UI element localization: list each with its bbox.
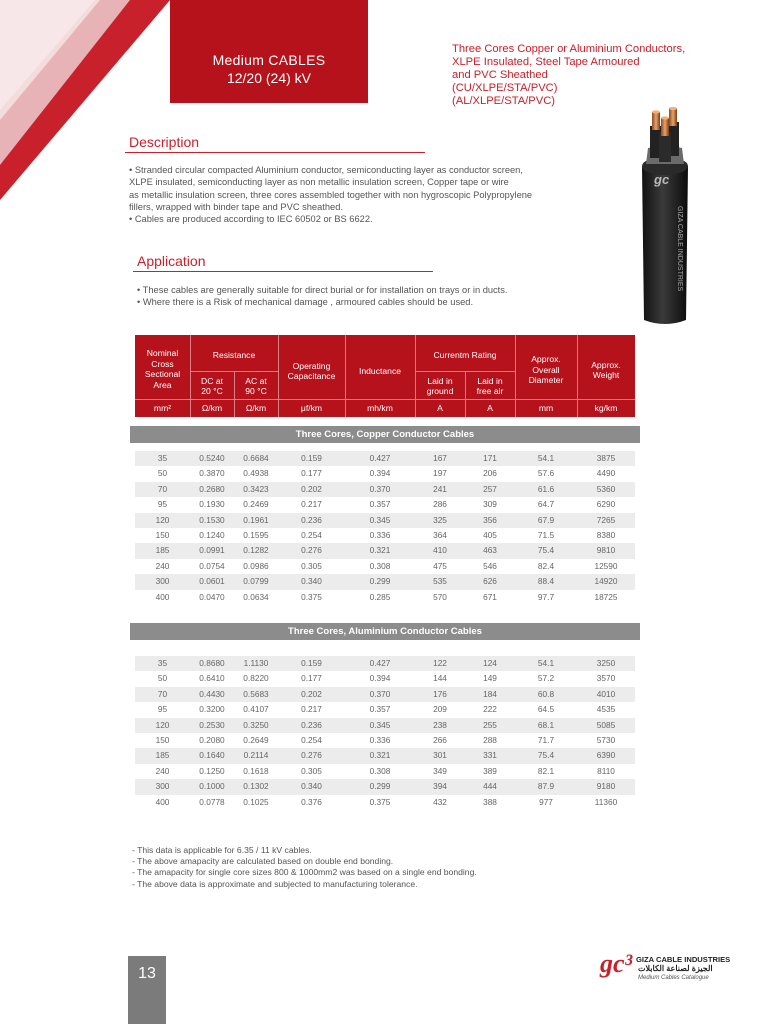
table-cell: 463: [483, 545, 497, 556]
table-row: [135, 702, 635, 717]
table-row: [135, 559, 635, 574]
subtitle-line: (CU/XLPE/STA/PVC): [452, 82, 558, 94]
logo-mark: gc³: [600, 949, 633, 978]
table-cell: 0.217: [301, 704, 322, 715]
table-row: [135, 466, 635, 481]
header-diameter: [515, 341, 577, 399]
table-cell: 257: [483, 483, 497, 494]
table-cell: 400: [155, 796, 170, 807]
header-text: Cross: [151, 358, 174, 369]
table-cell: 0.276: [301, 750, 322, 761]
table-cell: 3875: [596, 453, 616, 463]
table-header: [135, 335, 635, 417]
table-cell: 67.9: [537, 514, 555, 525]
table-row: [135, 513, 635, 528]
application-line: • Where there is a Risk of mechanical damage , armoured cables should be used.: [137, 297, 474, 308]
table-cell: 0.0601: [199, 576, 225, 587]
header-capacitance: [278, 345, 345, 397]
unit-cell: mh/km: [367, 403, 393, 414]
table-cell: 0.394: [369, 673, 391, 684]
table-cell: 405: [483, 529, 497, 540]
table-cell: 0.0634: [243, 591, 269, 602]
table-cell: 0.299: [369, 781, 391, 792]
table-cell: 176: [433, 688, 447, 699]
table-cell: 0.1282: [243, 545, 269, 556]
table-cell: 0.1025: [243, 796, 269, 807]
table-row: [135, 482, 635, 497]
header-text: 90 °C: [245, 386, 267, 396]
table-cell: 0.305: [301, 765, 322, 776]
table-cell: 3250: [596, 658, 616, 668]
table-cell: 0.202: [301, 483, 322, 494]
table-cell: 54.1: [537, 453, 555, 463]
table-cell: 185: [155, 750, 170, 761]
table-cell: 0.6684: [243, 453, 269, 463]
table-cell: 0.0991: [199, 545, 225, 556]
table-row: [135, 687, 635, 702]
aluminium-section-title: Three Cores, Aluminium Conductor Cables: [130, 623, 640, 640]
table-cell: 0.285: [369, 591, 391, 602]
table-cell: 50: [157, 468, 168, 479]
document-title: [170, 0, 368, 103]
table-cell: 0.1618: [243, 765, 269, 776]
table-cell: 197: [433, 468, 447, 479]
unit-cell: μf/km: [300, 403, 323, 414]
title-line-2: 12/20 (24) kV: [226, 70, 312, 86]
table-row: [135, 795, 635, 810]
description-line: • Cables are produced according to IEC 60502 or BS 6622.: [129, 214, 373, 225]
table-cell: 0.236: [301, 514, 322, 525]
table-cell: 288: [483, 734, 497, 745]
table-cell: 64.7: [537, 499, 555, 510]
table-row: [135, 748, 635, 763]
cable-logo-mark: gc: [654, 172, 670, 187]
page-number-tab: [128, 956, 166, 1024]
logo-brand: GIZA CABLE INDUSTRIES: [636, 955, 731, 964]
header-laid-ground: [415, 373, 465, 399]
table-cell: 0.0754: [199, 560, 225, 571]
table-cell: 61.6: [537, 483, 555, 494]
table-cell: 9180: [596, 781, 616, 792]
table-cell: 0.308: [369, 765, 391, 776]
unit-cell: A: [487, 403, 493, 414]
table-cell: 0.427: [369, 658, 391, 668]
description-text: [129, 164, 532, 225]
header-laid-air: [465, 373, 515, 399]
table-cell: 11360: [594, 796, 618, 807]
table-cell: 7265: [596, 514, 616, 525]
table-cell: 301: [433, 750, 447, 761]
table-cell: 0.340: [301, 576, 322, 587]
aluminium-table-body: [135, 656, 635, 810]
table-cell: 0.357: [369, 499, 391, 510]
table-cell: 0.2080: [199, 734, 225, 745]
table-cell: 35: [157, 453, 168, 463]
application-line: • These cables are generally suitable for direct burial or for installation on trays or in ducts.: [137, 285, 508, 295]
table-cell: 300: [155, 781, 170, 792]
cable-illustration: [620, 106, 710, 328]
header-text: Weight: [592, 370, 620, 380]
table-cell: 57.2: [537, 673, 555, 684]
table-cell: 0.308: [369, 560, 391, 571]
header-text: Approx.: [531, 354, 561, 365]
cable-type-subtitle: [452, 43, 752, 108]
unit-cell: Ω/km: [201, 403, 223, 414]
table-cell: 0.236: [301, 719, 322, 730]
table-cell: 0.370: [369, 688, 391, 699]
table-cell: 14920: [594, 576, 618, 587]
unit-cell: kg/km: [594, 403, 618, 414]
cable-print-text: GIZA CABLE INDUSTRIES: [676, 206, 683, 292]
unit-cell: Ω/km: [245, 403, 267, 414]
table-cell: 0.345: [369, 719, 391, 730]
table-cell: 6390: [596, 750, 616, 761]
table-cell: 0.8680: [199, 658, 225, 668]
table-cell: 0.0470: [199, 591, 225, 602]
table-cell: 309: [483, 499, 497, 510]
header-text: Diameter: [528, 375, 564, 386]
table-cell: 388: [483, 796, 497, 807]
table-row: [135, 528, 635, 543]
table-cell: 0.376: [301, 796, 322, 807]
table-cell: 255: [483, 719, 497, 730]
table-cell: 4535: [596, 704, 616, 715]
table-cell: 167: [433, 453, 447, 463]
table-cell: 266: [433, 734, 447, 745]
table-row: [135, 671, 635, 686]
table-cell: 444: [483, 781, 497, 792]
table-cell: 0.177: [301, 673, 322, 684]
table-row: [135, 590, 635, 605]
subtitle-line: XLPE Insulated, Steel Tape Armoured: [452, 56, 640, 68]
table-cell: 5730: [596, 734, 616, 745]
header-text: Nominal: [146, 348, 179, 358]
header-nominal-area: [135, 341, 190, 397]
table-cell: 0.254: [301, 529, 322, 540]
header-text: free air: [476, 386, 504, 396]
description-divider: [125, 152, 425, 153]
table-cell: 0.1640: [199, 750, 225, 761]
table-cell: 0.5683: [243, 688, 269, 699]
table-cell: 389: [483, 765, 497, 776]
description-line: fillers, wrapped with binder tape and PVC sheathed.: [129, 201, 343, 212]
table-cell: 0.394: [369, 468, 391, 479]
table-cell: 0.1930: [199, 499, 225, 510]
table-cell: 0.1302: [243, 781, 269, 792]
table-cell: 0.217: [301, 499, 322, 510]
table-cell: 0.1250: [199, 765, 225, 776]
header-text: Approx.: [591, 359, 621, 370]
table-cell: 0.2649: [243, 734, 269, 745]
header-text: Sectional: [144, 369, 181, 379]
table-cell: 124: [483, 658, 497, 668]
table-cell: 0.336: [369, 734, 391, 745]
unit-cell: A: [437, 403, 443, 414]
table-cell: 82.1: [537, 765, 555, 776]
table-cell: 6290: [596, 499, 616, 510]
header-dc: [190, 373, 234, 399]
header-text: Capacitance: [287, 371, 336, 381]
table-cell: 400: [155, 591, 170, 602]
table-cell: 150: [155, 734, 170, 745]
table-cell: 0.370: [369, 483, 391, 494]
table-cell: 12590: [594, 560, 618, 571]
table-cell: 0.3423: [243, 483, 269, 494]
table-cell: 95: [157, 499, 168, 510]
table-cell: 0.357: [369, 704, 391, 715]
table-cell: 0.2680: [199, 483, 225, 494]
header-text: ground: [426, 386, 454, 396]
copper-table-body: [135, 451, 635, 605]
table-cell: 0.4938: [243, 468, 269, 479]
table-cell: 71.5: [537, 529, 555, 540]
table-cell: 570: [433, 591, 447, 602]
table-cell: 120: [155, 719, 170, 730]
table-cell: 0.0778: [199, 796, 225, 807]
table-row: [135, 497, 635, 512]
unit-cell: mm²: [153, 403, 172, 414]
table-cell: 475: [433, 560, 447, 571]
table-cell: 1.1130: [243, 658, 269, 668]
table-cell: 432: [433, 796, 447, 807]
table-cell: 0.159: [301, 453, 322, 463]
table-cell: 0.1595: [243, 529, 269, 540]
application-text: [137, 284, 508, 309]
table-cell: 184: [483, 688, 497, 699]
subtitle-line: and PVC Sheathed: [452, 69, 548, 81]
header-text: Area: [153, 379, 172, 390]
table-cell: 68.1: [537, 719, 555, 730]
header-ac: [234, 373, 278, 399]
table-cell: 0.0799: [243, 576, 269, 587]
table-cell: 977: [539, 796, 553, 807]
table-cell: 356: [483, 514, 497, 525]
table-cell: 0.1530: [199, 514, 225, 525]
table-cell: 0.2530: [199, 719, 225, 730]
table-cell: 0.345: [369, 514, 391, 525]
table-cell: 144: [433, 673, 447, 684]
application-divider: [133, 271, 433, 272]
description-heading: Description: [129, 134, 200, 150]
table-row: [135, 656, 635, 671]
table-cell: 0.427: [369, 453, 391, 463]
table-cell: 57.6: [537, 468, 555, 479]
header-text: Overall: [532, 364, 560, 375]
table-cell: 0.305: [301, 560, 322, 571]
table-cell: 0.375: [301, 591, 322, 602]
table-row: [135, 779, 635, 794]
table-cell: 0.4430: [199, 688, 225, 699]
header-text: 20 °C: [201, 386, 223, 396]
header-text: Laid in: [477, 375, 503, 386]
table-cell: 64.5: [537, 704, 555, 715]
header-weight: [577, 341, 635, 399]
header-text: AC at: [245, 375, 267, 386]
table-row: [135, 574, 635, 589]
table-cell: 0.5240: [199, 453, 225, 463]
table-cell: 171: [483, 453, 497, 463]
table-cell: 240: [155, 560, 170, 571]
subtitle-line: (AL/XLPE/STA/PVC): [452, 95, 555, 107]
table-row: [135, 718, 635, 733]
header-resistance: Resistance: [212, 349, 256, 360]
description-line: as metallic insulation screen, three cores assembled together with non hygroscopic Polypropylene: [129, 189, 533, 200]
description-line: • Stranded circular compacted Aluminium conductor, semiconducting layer as conductor screen,: [129, 165, 523, 175]
header-text: Operating: [292, 360, 331, 371]
table-cell: 410: [433, 545, 447, 556]
table-cell: 0.321: [369, 545, 391, 556]
table-row: [135, 543, 635, 558]
table-cell: 88.4: [537, 576, 555, 587]
header-inductance: Inductance: [358, 365, 402, 376]
footnotes: [132, 845, 477, 890]
footnote: - The above data is approximate and subjected to manufacturing tolerance.: [132, 878, 418, 889]
table-cell: 185: [155, 545, 170, 556]
table-cell: 222: [483, 704, 497, 715]
footnote: - The amapacity for single core sizes 800 & 1000mm2 was based on a single end bonding.: [132, 867, 477, 878]
table-cell: 394: [433, 781, 447, 792]
table-cell: 8110: [597, 765, 615, 776]
header-current-rating: Currentm Rating: [433, 349, 497, 360]
table-cell: 8380: [596, 529, 616, 540]
table-cell: 97.7: [537, 591, 555, 602]
table-cell: 0.2114: [243, 750, 269, 761]
table-cell: 120: [155, 514, 170, 525]
table-cell: 0.276: [301, 545, 322, 556]
table-cell: 626: [483, 576, 497, 587]
table-cell: 70: [157, 483, 168, 494]
table-cell: 0.299: [369, 576, 391, 587]
table-cell: 122: [433, 658, 447, 668]
header-text: Laid in: [427, 375, 453, 386]
table-cell: 0.1961: [243, 514, 269, 525]
table-row: [135, 764, 635, 779]
page-number: 13: [138, 965, 156, 982]
footnote: - This data is applicable for 6.35 / 11 kV cables.: [132, 845, 312, 855]
table-cell: 325: [433, 514, 447, 525]
table-cell: 18725: [594, 591, 618, 602]
table-cell: 0.159: [301, 658, 322, 668]
table-cell: 0.1000: [199, 781, 225, 792]
table-cell: 4010: [596, 688, 616, 699]
unit-cell: mm: [538, 403, 554, 414]
table-cell: 300: [155, 576, 170, 587]
table-cell: 0.254: [301, 734, 322, 745]
table-cell: 71.7: [537, 734, 555, 745]
table-cell: 0.1240: [199, 529, 225, 540]
table-cell: 87.9: [537, 781, 555, 792]
table-cell: 0.6410: [199, 673, 225, 684]
table-cell: 50: [157, 673, 168, 684]
table-cell: 546: [483, 560, 497, 571]
table-cell: 0.177: [301, 468, 322, 479]
table-cell: 349: [433, 765, 447, 776]
header-divider: [190, 371, 278, 372]
title-line-1: Medium CABLES: [212, 52, 326, 68]
table-cell: 240: [155, 765, 170, 776]
table-cell: 70: [157, 688, 168, 699]
table-cell: 95: [157, 704, 168, 715]
copper-section-title: Three Cores, Copper Conductor Cables: [130, 426, 640, 443]
table-cell: 0.202: [301, 688, 322, 699]
table-cell: 286: [433, 499, 447, 510]
table-row: [135, 733, 635, 748]
subtitle-line: Three Cores Copper or Aluminium Conductors,: [452, 43, 686, 55]
table-cell: 0.336: [369, 529, 391, 540]
table-cell: 35: [157, 658, 168, 668]
table-cell: 364: [433, 529, 447, 540]
table-cell: 0.321: [369, 750, 391, 761]
table-cell: 241: [433, 483, 447, 494]
table-cell: 0.3870: [199, 468, 225, 479]
table-cell: 54.1: [537, 658, 555, 668]
table-cell: 0.3250: [243, 719, 269, 730]
table-cell: 75.4: [537, 545, 555, 556]
description-line: XLPE insulated, semiconducting layer as non metallic insulation screen, Copper tape or wire: [129, 177, 509, 188]
table-cell: 150: [155, 529, 170, 540]
table-cell: 0.4107: [243, 704, 269, 715]
application-heading: Application: [137, 253, 206, 269]
table-cell: 206: [483, 468, 497, 479]
table-cell: 5360: [596, 483, 616, 494]
company-logo: [600, 951, 730, 987]
header-divider: [415, 371, 515, 372]
table-cell: 75.4: [537, 750, 555, 761]
footnote: - The above amapacity are calculated based on double end bonding.: [132, 856, 394, 867]
table-cell: 60.8: [537, 688, 555, 699]
table-cell: 0.0986: [243, 560, 269, 571]
table-cell: 9810: [596, 545, 616, 556]
table-cell: 238: [433, 719, 447, 730]
table-cell: 671: [483, 591, 497, 602]
logo-tagline: Medium Cables Catalogue: [638, 975, 709, 981]
table-row: [135, 451, 635, 466]
table-cell: 209: [433, 704, 447, 715]
table-cell: 331: [483, 750, 497, 761]
table-cell: 0.2469: [243, 499, 269, 510]
table-cell: 5085: [596, 719, 616, 730]
table-cell: 535: [433, 576, 447, 587]
table-cell: 4490: [596, 468, 616, 479]
table-cell: 0.375: [369, 796, 391, 807]
header-text: DC at: [201, 375, 223, 386]
table-cell: 82.4: [537, 560, 555, 571]
table-cell: 149: [483, 673, 497, 684]
table-cell: 0.340: [301, 781, 322, 792]
logo-arabic: الجيزة لصناعة الكابلات: [638, 964, 713, 973]
table-cell: 0.8220: [243, 673, 269, 684]
table-cell: 0.3200: [199, 704, 225, 715]
table-cell: 3570: [596, 673, 616, 684]
